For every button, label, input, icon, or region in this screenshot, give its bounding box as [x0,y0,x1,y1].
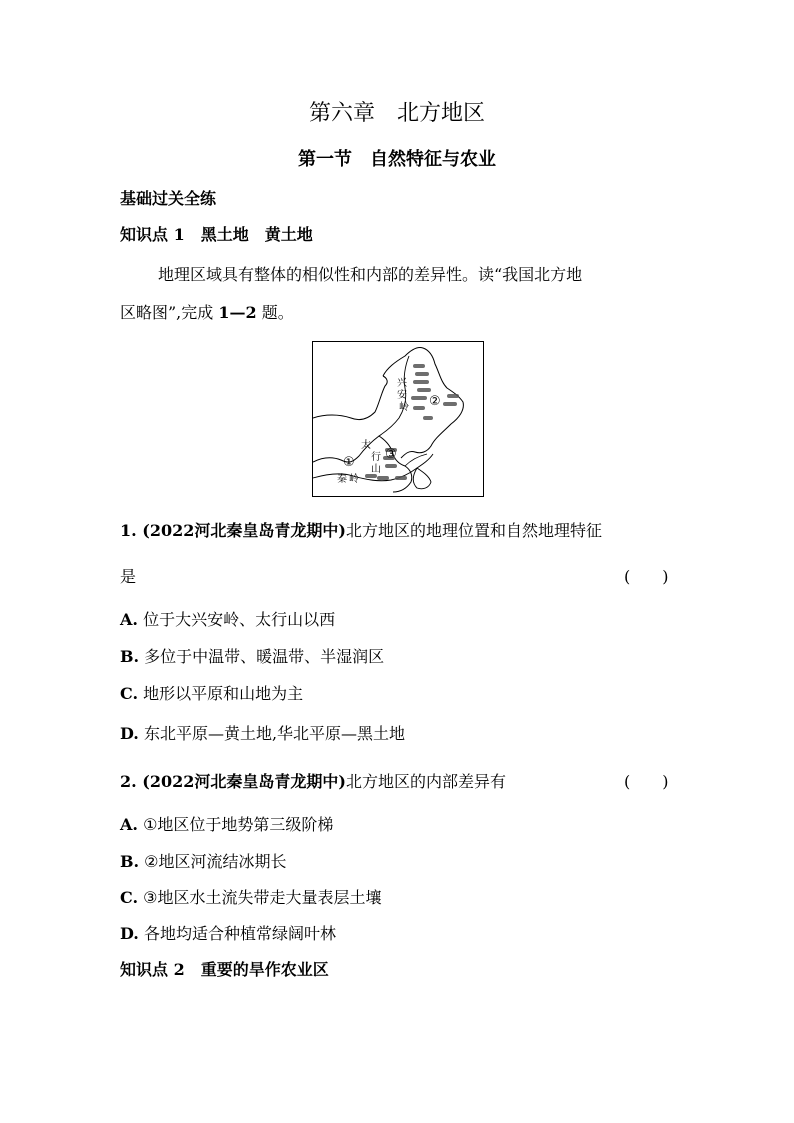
q1-stem-line1: 北方地区的地理位置和自然地理特征 [345,521,602,540]
q1-option-a [120,607,335,630]
q2-option-d-text: 各地均适合种植常绿阔叶林 [138,924,336,943]
q1-source: (2022河北秦皇岛青龙期中) [136,521,346,540]
map-drawing [313,342,483,496]
q1-option-b [120,644,384,667]
q2-option-a-letter: A. [120,815,138,834]
intro-line-1: 地理区域具有整体的相似性和内部的差异性。读“我国北方地 [158,265,583,284]
chapter-title: 第六章 北方地区 [308,101,485,126]
q1-answer-blank: ( ) [624,567,669,586]
intro-text-a: 区略图”,完成 [120,303,219,322]
label-region-1: ① [343,455,355,470]
section-title: 第一节 自然特征与农业 [298,149,496,170]
knowledge-point-1-heading: 知识点 1 黑土地 黄土地 [120,225,313,244]
label-ling2: 岭 [349,474,359,485]
q2-option-b-letter: B. [120,852,140,871]
q2-option-d-letter: D. [120,924,139,943]
q2-stem-text: 北方地区的内部差异有 [345,772,506,791]
practice-heading: 基础过关全练 [120,189,217,208]
label-tai: 太 [361,440,371,451]
q1-option-d-letter: D. [120,724,139,743]
q1-option-c-text: 地形以平原和山地为主 [138,684,304,703]
question-2-stem [120,769,506,792]
label-an: 安 [397,390,407,401]
q1-number: 1. [120,521,137,540]
q2-source: (2022河北秦皇岛青龙期中) [136,772,346,791]
label-region-3: ③ [385,447,397,462]
q2-option-a [120,812,333,835]
q2-option-c [120,885,381,908]
q2-option-b [120,849,287,872]
q2-option-c-letter: C. [120,888,139,907]
label-hang: 行 [371,452,381,463]
q2-option-a-text: ①地区位于地势第三级阶梯 [137,815,334,834]
q1-option-c [120,681,303,704]
intro-line-2 [120,300,294,323]
label-ling: 岭 [399,402,409,413]
q2-option-b-text: ②地区河流结冰期长 [139,852,287,871]
q2-option-c-text: ③地区水土流失带走大量表层土壤 [138,888,382,907]
label-region-2: ② [429,394,441,409]
question-range: 1—2 [218,303,257,322]
label-qin: 秦 [337,474,347,485]
north-region-map [312,341,484,497]
q2-number: 2. [120,772,137,791]
q1-option-a-letter: A. [120,610,138,629]
q2-option-d [120,921,336,944]
q1-option-b-letter: B. [120,647,140,666]
q1-option-b-text: 多位于中温带、暖温带、半湿润区 [139,647,385,666]
q2-answer-blank: ( ) [624,772,669,791]
q1-option-d-text: 东北平原—黄土地,华北平原—黑土地 [138,724,406,743]
q1-option-c-letter: C. [120,684,139,703]
intro-text-c: 题。 [256,303,294,322]
q1-option-a-text: 位于大兴安岭、太行山以西 [137,610,336,629]
knowledge-point-2-heading: 知识点 2 重要的旱作农业区 [120,960,329,979]
q1-stem-line2: 是 [120,567,137,586]
label-shan: 山 [371,464,381,475]
label-xing: 兴 [397,378,407,389]
question-1-stem [120,518,602,541]
q1-option-d [120,721,405,744]
